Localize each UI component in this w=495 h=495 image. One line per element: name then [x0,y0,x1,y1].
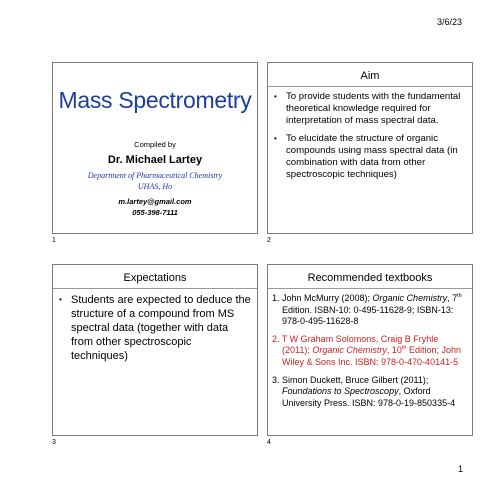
author-phone: 055-398-7111 [132,208,178,217]
department-line: Department of Pharmaceutical Chemistry [87,171,223,180]
reference-list [268,293,472,409]
reference-item [272,334,467,369]
ref-book-title: Foundations to Spectroscopy [282,386,399,397]
bullet-list [268,91,472,181]
page-number: 1 [457,464,463,474]
ref-details: , Oxford University Press. ISBN: 978-0-19-850335-4 [282,386,456,408]
compiled-by-label: Compiled by [134,140,176,149]
ref-ordinal: th [401,345,407,352]
ref-book-title: Organic Chemistry [372,293,448,303]
bullet-item: • To elucidate the structure of organic compounds using mass spectral data (in combination with data from other spectroscopic techniques) [274,133,466,182]
ref-authors: 2. T W Graham Solomons, Craig B Fryhle (2011); [272,333,439,356]
slide-heading: Aim [268,63,472,87]
page-date: 3/6/23 [436,17,462,27]
author-email: m.lartey@gmail.com [118,197,192,206]
slide-number: 1 [52,237,56,244]
bullet-item: • Students are expected to deduce the structure of a compound from MS spectral data (together with data from other spectroscopic techniques) [59,293,251,363]
ref-authors: 3. Simon Duckett, Bruce Gilbert (2011); [272,374,429,385]
slide-number: 4 [267,439,271,446]
slide-title: Mass Spectrometry [58,87,252,113]
author-name: Dr. Michael Lartey [107,154,203,166]
reference-item [272,293,467,328]
ref-authors: 1. John McMurry (2008); [272,293,373,303]
bullet-list [53,293,257,363]
slide-number: 2 [267,237,271,244]
ref-details: Edition; John Wiley & Sons Inc. ISBN: 978-0-470-40141-5 [282,345,462,367]
slide-heading: Recommended textbooks [268,265,472,289]
institution-line: UHAS, Ho [137,182,173,191]
slide-1-title [52,62,258,234]
slide-3-expectations [52,264,258,436]
ref-book-title: Organic Chemistry [312,345,387,356]
department-name [53,170,257,192]
slide-2-aim [267,62,473,234]
slide-number: 3 [52,439,56,446]
slide-4-textbooks [267,264,473,436]
slide-heading: Expectations [53,265,257,289]
ref-edition: , 7 [447,293,458,303]
reference-item [272,375,467,410]
ref-details: Edition. ISBN-10: 0-495-11628-9; ISBN-13: 978-0-495-11628-8 [282,304,454,327]
ref-ordinal: th [457,293,462,299]
ref-edition: , 10 [386,345,402,356]
bullet-item: • To provide students with the fundamental theoretical knowledge required for interpretation of mass spectral data. [274,91,466,128]
contact-block [53,196,257,218]
